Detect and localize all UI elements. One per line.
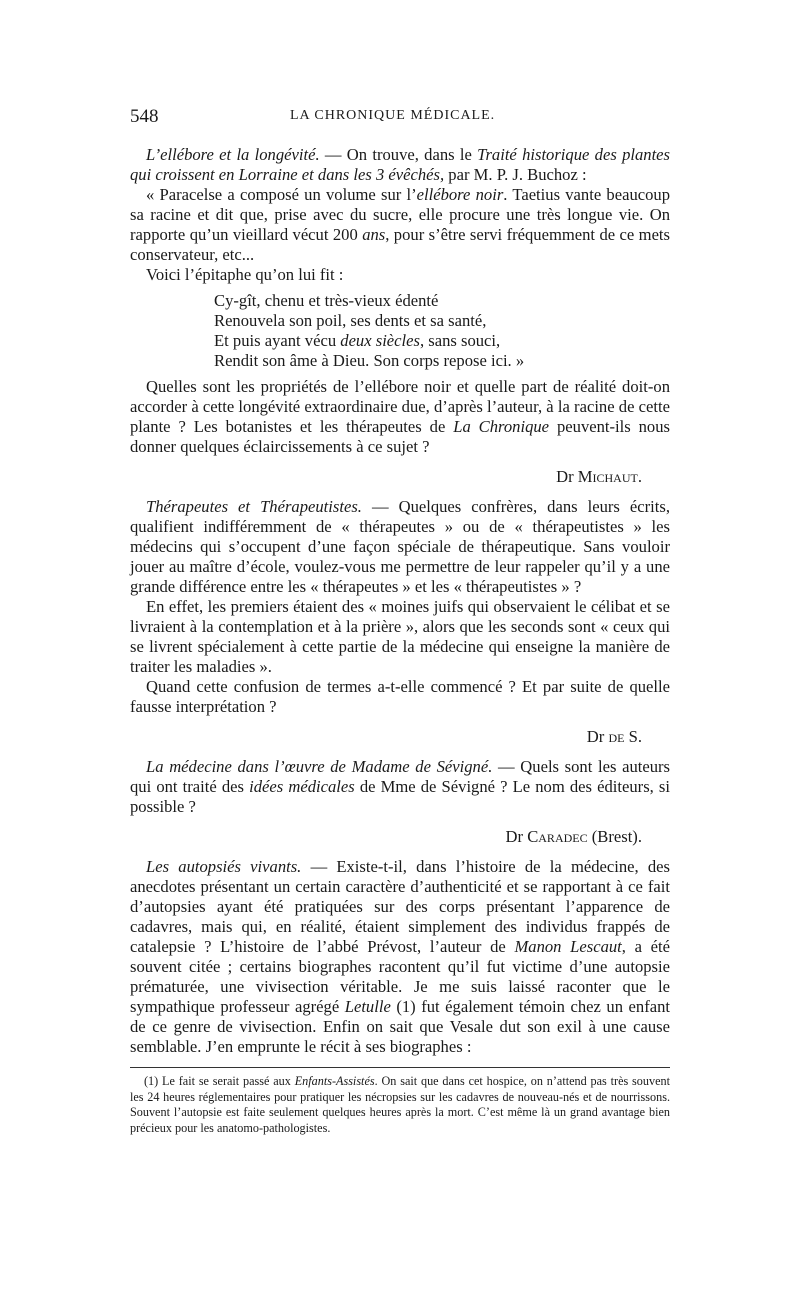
verse-line: Renouvela son poil, ses dents et sa santé, <box>214 311 487 330</box>
signature: Dr Caradec (Brest). <box>505 827 642 846</box>
page-body <box>130 145 670 1136</box>
paragraph: En effet, les premiers étaient des « moines juifs qui observaient le célibat et se livraient à la contemplation et à la prière », alors que les seconds sont « ceux qui se livrent spécialement à cette partie de la médecine qui enseigne la manière de traiter les maladies ». <box>130 597 670 676</box>
section-ellebore-intro: L’ellébore et la longévité. — On trouve, dans le Traité historique des plantes qui croissent en Lorraine et dans les 3 évêchés, par M. P. J. Buchoz : <box>130 145 671 184</box>
verse-line: Et puis ayant vécu deux siècles, sans souci, <box>214 331 501 350</box>
section-title: L’ellébore et la longévité. <box>146 145 320 164</box>
running-title: LA CHRONIQUE MÉDICALE. <box>290 108 496 123</box>
verse-line: Rendit son âme à Dieu. Son corps repose ici. » <box>214 351 525 370</box>
section-sevigne: La médecine dans l’œuvre de Madame de Sévigné. — Quels sont les auteurs qui ont traité des idées médicales de Mme de Sévigné ? Le nom des éditeurs, si possible ? <box>130 757 671 816</box>
section-therapeutes: Thérapeutes et Thérapeutistes. — Quelques confrères, dans leurs écrits, qualifient indifféremment de « thérapeutes » ou de « thérapeutistes » les médecins qui s’occupent d’une façon spéciale de thérapeutique. Sans vouloir jouer au maître d’école, voulez-vous me permettre de leur rappeler qu’il y a une grande différence entre les « thérapeutes » et les « thérapeutistes » ? <box>130 497 670 596</box>
verse-line: Cy-gît, chenu et très-vieux édenté <box>214 291 439 310</box>
section-title: Thérapeutes et Thérapeutistes. <box>146 497 362 516</box>
footnote-divider <box>130 1067 670 1068</box>
epitaph-verse <box>214 291 670 371</box>
section-autopsies: Les autopsiés vivants. — Existe-t-il, dans l’histoire de la médecine, des anecdotes présentant un certain caractère d’authenticité et se rapportant à ce fait d’autopsies ayant été pratiquées sur des corps présentant l’apparence de cadavres, mais qui, en réalité, étaient simplement des individus frappés de catalepsie ? L’histoire de l’abbé Prévost, l’auteur de Manon Lescaut, a été souvent citée ; certains biographes racontent qu’il fut victime d’une autopsie prématurée, une vivisection véritable. Je me suis laissé raconter que le sympathique professeur agrégé Letulle (1) fut également témoin chez un enfant de ce genre de vivisection. Enfin on sait que Vesale dut son exil à une cause semblable. J’en emprunte le récit à ses biographes : <box>130 857 671 1056</box>
section-title: Les autopsiés vivants. <box>146 857 302 876</box>
section-title: La médecine dans l’œuvre de Madame de Sévigné. <box>146 757 493 776</box>
question-paragraph: Quelles sont les propriétés de l’ellébore noir et quelle part de réalité doit-on accorder à cette longévité extraordinaire due, d’après l’auteur, à la racine de cette plante ? Les botanistes et les thérapeutes de La Chronique peuvent-ils nous donner quelques éclaircissements à ce sujet ? <box>130 377 670 456</box>
signature: Dr de S. <box>586 727 642 746</box>
paragraph: Quand cette confusion de termes a-t-elle commencé ? Et par suite de quelle fausse interprétation ? <box>130 677 670 716</box>
epitaph-intro: Voici l’épitaphe qu’on lui fit : <box>146 265 344 284</box>
footnote: (1) Le fait se serait passé aux Enfants-Assistés. On sait que dans cet hospice, on n’attend pas très souvent les 24 heures réglementaires pour pratiquer les nécropsies sur les cadavres de nouveau-nés et de nourrissons. Souvent l’autopsie est faite seulement quelques heures après la mort. C’est même là un grand avantage bien précieux pour les anatomo-pathologistes. <box>130 1074 670 1135</box>
quote-paragraph: « Paracelse a composé un volume sur l’ellébore noir. Taetius vante beaucoup sa racine et dit que, prise avec du sucre, elle procure une très longue vie. On rapporte qu’un vieillard vécut 200 ans, pour s’être servi fréquemment de ce mets conservateur, etc... <box>130 185 671 264</box>
signature: Dr Michaut. <box>556 467 642 486</box>
page-header <box>130 106 670 130</box>
page-number: 548 <box>130 106 159 127</box>
